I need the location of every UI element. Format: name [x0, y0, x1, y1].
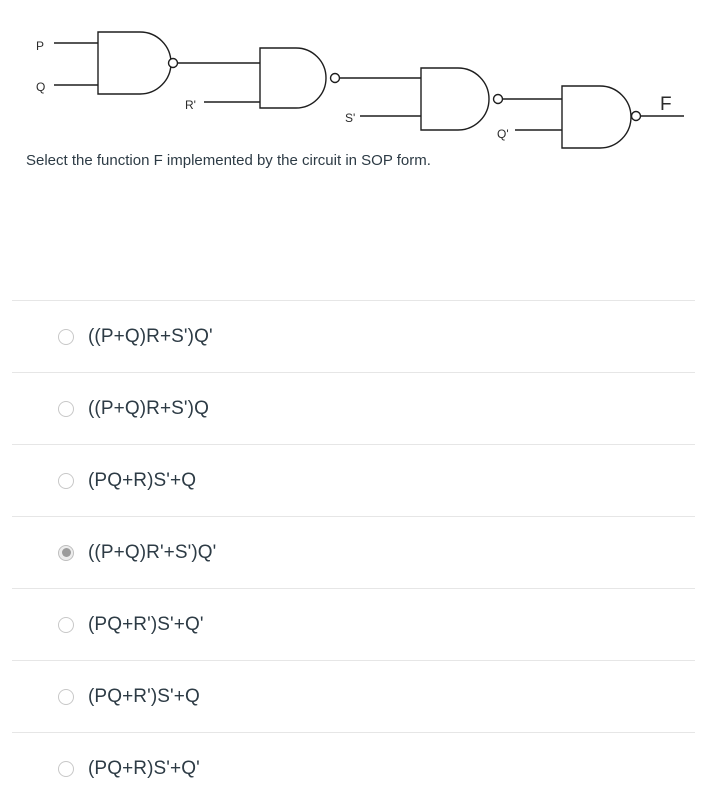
label-q: Q	[36, 80, 46, 94]
answer-option[interactable]	[12, 732, 695, 804]
label-f: F	[660, 94, 672, 115]
answer-label: (PQ+R')S'+Q	[88, 685, 200, 707]
nand-gate-1	[98, 32, 171, 94]
nand-gate-3	[421, 68, 489, 130]
nand-gate-2	[260, 48, 326, 108]
label-q-prime: Q'	[497, 127, 509, 141]
radio-button[interactable]	[58, 617, 74, 633]
answer-label: (PQ+R)S'+Q'	[88, 757, 200, 779]
radio-button[interactable]	[58, 329, 74, 345]
label-p: P	[36, 39, 45, 53]
answer-list	[12, 300, 695, 804]
answer-option[interactable]	[12, 588, 695, 660]
radio-button[interactable]	[58, 761, 74, 777]
answer-option[interactable]	[12, 372, 695, 444]
question-prompt: Select the function F implemented by the circuit in SOP form.	[26, 152, 431, 169]
label-s-prime: S'	[345, 111, 356, 125]
radio-button[interactable]	[58, 473, 74, 489]
nand-gate-4	[562, 86, 631, 148]
nand-bubble-4	[632, 112, 641, 121]
answer-option[interactable]	[12, 660, 695, 732]
label-r-prime: R'	[185, 98, 196, 112]
radio-button[interactable]	[58, 545, 74, 561]
answer-label: ((P+Q)R'+S')Q'	[88, 541, 217, 563]
radio-button[interactable]	[58, 401, 74, 417]
answer-option[interactable]	[12, 444, 695, 516]
nand-circuit-diagram	[0, 0, 714, 160]
nand-bubble-1	[169, 59, 178, 68]
nand-bubble-2	[331, 74, 340, 83]
nand-bubble-3	[494, 95, 503, 104]
answer-label: (PQ+R)S'+Q	[88, 469, 197, 491]
answer-option[interactable]	[12, 300, 695, 372]
radio-button[interactable]	[58, 689, 74, 705]
answer-option[interactable]	[12, 516, 695, 588]
answer-label: ((P+Q)R+S')Q	[88, 397, 209, 419]
answer-label: (PQ+R')S'+Q'	[88, 613, 204, 635]
answer-label: ((P+Q)R+S')Q'	[88, 325, 213, 347]
